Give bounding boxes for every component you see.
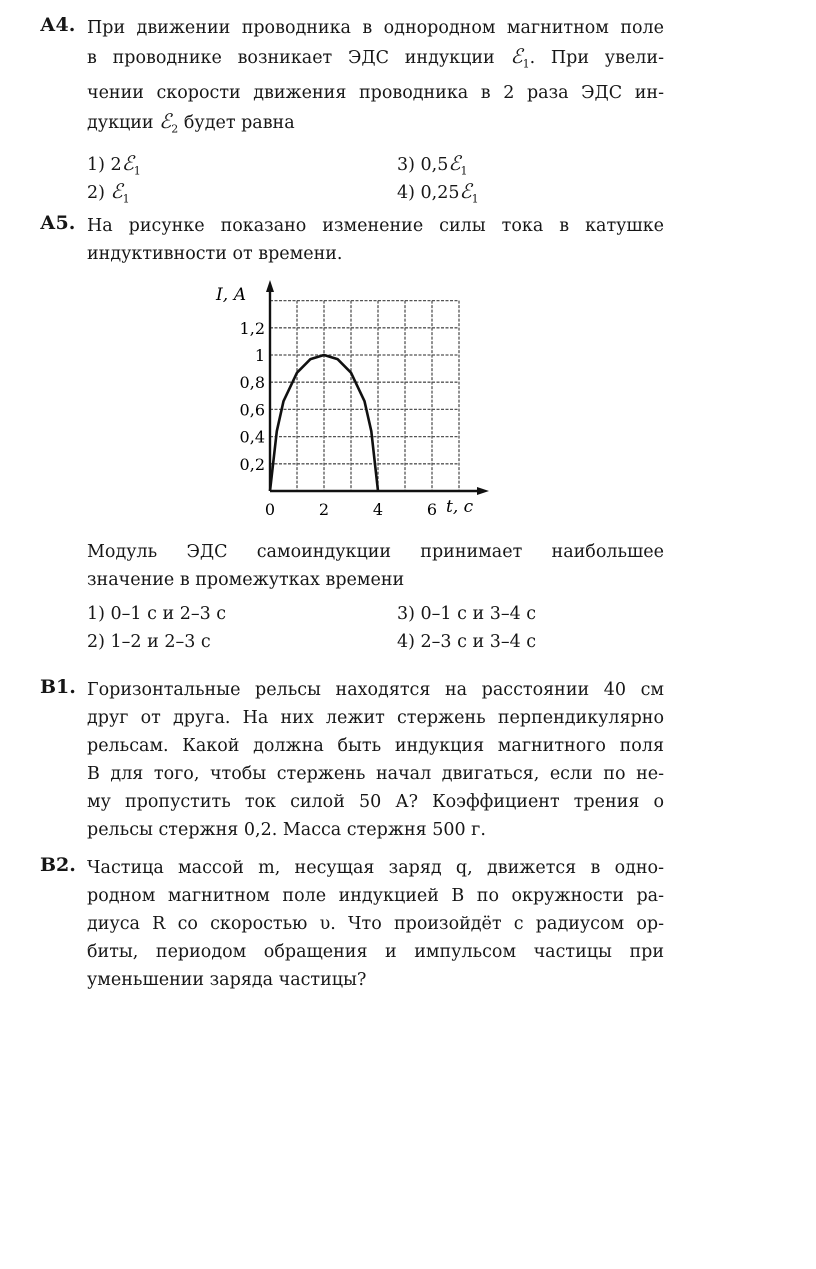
question-number: А5.	[40, 212, 76, 234]
answer-option: 3) 0,5ℰ$_1$	[397, 151, 468, 178]
answer-option: 1) 0–1 с и 2–3 с	[87, 604, 227, 624]
chart-grid	[270, 301, 459, 491]
question-text	[87, 854, 664, 994]
question-a4	[40, 14, 664, 205]
y-tick-label: 1,2	[239, 318, 265, 338]
text-fragment: будет равна	[183, 112, 295, 133]
question-a5-part2	[40, 538, 664, 656]
y-tick-label: 1	[254, 346, 265, 365]
text-line: На рисунке показано изменение силы тока в катушке	[87, 216, 664, 236]
text-fragment: . При увели-	[529, 48, 664, 68]
text-line: Частица массой m, несущая заряд q, движется в одно-	[87, 858, 664, 878]
current-time-chart	[210, 278, 490, 523]
text-line: B для того, чтобы стержень начал двигаться, если по не-	[87, 764, 664, 784]
text-line: уменьшении заряда частицы?	[87, 970, 367, 990]
question-text	[87, 676, 664, 844]
answer-option: 4) 0,25ℰ$_1$	[397, 179, 479, 206]
question-text	[87, 538, 664, 594]
text-line: друг от друга. На них лежит стержень перпендикулярно	[87, 708, 664, 728]
subscript: 2	[171, 122, 179, 135]
answer-option: 1) 2ℰ$_1$	[87, 151, 141, 178]
question-text	[87, 212, 664, 268]
text-line: Горизонтальные рельсы находятся на расстоянии 40 см	[87, 680, 664, 700]
answer-options	[87, 149, 664, 205]
x-tick-label: 6	[426, 500, 438, 519]
answer-option: 2) 1–2 и 2–3 с	[87, 632, 211, 652]
emf-symbol: ℰ	[510, 44, 523, 68]
y-axis-arrow	[266, 280, 274, 292]
x-axis-label: t, с	[446, 497, 474, 517]
answer-option: 4) 2–3 с и 3–4 с	[397, 632, 537, 652]
text-line: диуса R со скоростью υ. Что произойдёт с радиусом ор-	[87, 914, 664, 934]
text-line: рельсы стержня 0,2. Масса стержня 500 г.	[87, 820, 486, 840]
text-line: чении скорости движения проводника в 2 раза ЭДС ин-	[87, 82, 664, 103]
emf-symbol: ℰ	[159, 108, 172, 133]
answer-option: 2) ℰ$_1$	[87, 179, 130, 206]
text-line: индуктивности от времени.	[87, 244, 343, 264]
question-b1	[40, 676, 664, 844]
text-fragment: дукции	[87, 112, 154, 133]
y-tick-label: 0,8	[239, 373, 265, 393]
text-line: При движении проводника в однородном магнитном поле	[87, 18, 664, 38]
answer-option: 3) 0–1 с и 3–4 с	[397, 604, 537, 624]
question-text	[87, 14, 664, 143]
text-line	[87, 42, 664, 79]
y-tick-label: 0,4	[239, 427, 265, 447]
text-fragment: в проводнике возникает ЭДС индукции	[87, 48, 495, 68]
x-tick-label: 4	[372, 500, 384, 519]
answer-options	[87, 600, 664, 656]
text-line: му пропустить ток силой 50 А? Коэффициент трения о	[87, 792, 664, 812]
text-line: биты, периодом обращения и импульсом частицы при	[87, 942, 664, 962]
question-number: В1.	[40, 676, 76, 698]
x-axis-arrow	[477, 487, 489, 495]
question-number: А4.	[40, 14, 76, 36]
y-tick-label: 0,6	[239, 400, 265, 420]
subscript: 1	[522, 57, 530, 71]
y-tick-label: 0,2	[239, 454, 265, 474]
text-line: значение в промежутках времени	[87, 570, 405, 590]
x-tick-label: 2	[318, 500, 330, 519]
text-line	[87, 107, 664, 144]
text-line: рельсам. Какой должна быть индукция магнитного поля	[87, 736, 664, 756]
y-axis-label: I, А	[216, 285, 247, 305]
question-number: В2.	[40, 854, 76, 876]
x-tick-label: 0	[264, 500, 276, 519]
text-line: родном магнитном поле индукцией B по окружности ра-	[87, 886, 664, 906]
text-line: Модуль ЭДС самоиндукции принимает наибольшее	[87, 542, 664, 562]
question-b2	[40, 854, 664, 994]
question-a5	[40, 212, 664, 268]
